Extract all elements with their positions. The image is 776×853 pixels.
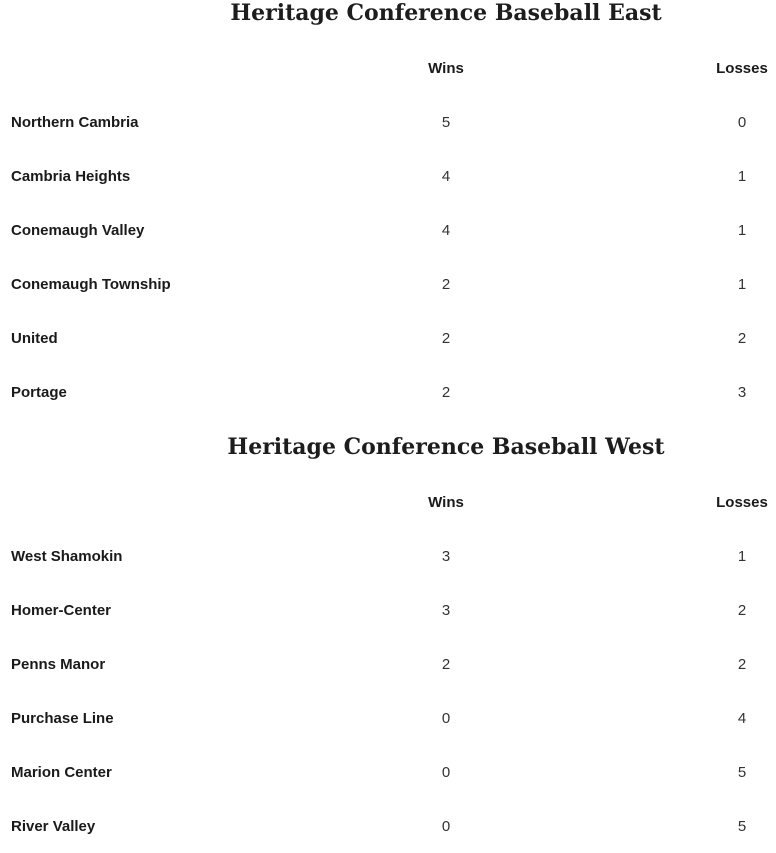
team-name-cell: Purchase Line xyxy=(11,709,114,727)
standings-table-west xyxy=(0,475,776,853)
team-name-cell: West Shamokin xyxy=(11,547,123,565)
table-row xyxy=(0,637,776,691)
losses-cell: 4 xyxy=(737,709,747,727)
table-row xyxy=(0,203,776,257)
table-row xyxy=(0,149,776,203)
wins-cell: 5 xyxy=(441,113,451,131)
wins-cell: 0 xyxy=(441,709,451,727)
losses-cell: 2 xyxy=(737,655,747,673)
losses-cell: 1 xyxy=(737,547,747,565)
table-row xyxy=(0,745,776,799)
standings-section-west xyxy=(0,434,776,853)
team-name-cell: Penns Manor xyxy=(11,655,106,673)
wins-cell: 3 xyxy=(441,547,451,565)
team-name-cell: Cambria Heights xyxy=(11,167,131,185)
wins-cell: 3 xyxy=(441,601,451,619)
wins-cell: 0 xyxy=(441,763,451,781)
team-name-cell: Conemaugh Valley xyxy=(11,221,145,239)
team-name-cell: Marion Center xyxy=(11,763,112,781)
standings-section-east xyxy=(0,0,776,419)
losses-column-header: Losses xyxy=(716,59,768,77)
team-name-cell: Conemaugh Township xyxy=(11,275,171,293)
wins-column-header: Wins xyxy=(428,59,464,77)
wins-cell: 4 xyxy=(441,221,451,239)
losses-cell: 1 xyxy=(737,167,747,185)
losses-cell: 2 xyxy=(737,601,747,619)
wins-cell: 2 xyxy=(441,275,451,293)
table-row xyxy=(0,799,776,853)
wins-cell: 0 xyxy=(441,817,451,835)
losses-cell: 1 xyxy=(737,275,747,293)
wins-column-header: Wins xyxy=(428,493,464,511)
losses-cell: 2 xyxy=(737,329,747,347)
losses-column-header: Losses xyxy=(716,493,768,511)
team-name-cell: Northern Cambria xyxy=(11,113,139,131)
section-title-east: Heritage Conference Baseball East xyxy=(230,0,662,26)
table-row xyxy=(0,365,776,419)
table-row xyxy=(0,257,776,311)
table-row xyxy=(0,691,776,745)
team-name-cell: Portage xyxy=(11,383,67,401)
table-header-row xyxy=(0,475,776,529)
losses-cell: 3 xyxy=(737,383,747,401)
wins-cell: 4 xyxy=(441,167,451,185)
team-name-cell: Homer-Center xyxy=(11,601,112,619)
table-row xyxy=(0,529,776,583)
table-header-row xyxy=(0,41,776,95)
wins-cell: 2 xyxy=(441,329,451,347)
table-row xyxy=(0,311,776,365)
losses-cell: 1 xyxy=(737,221,747,239)
losses-cell: 5 xyxy=(737,763,747,781)
losses-cell: 0 xyxy=(737,113,747,131)
standings-table-east xyxy=(0,41,776,419)
wins-cell: 2 xyxy=(441,655,451,673)
team-name-cell: River Valley xyxy=(11,817,96,835)
table-row xyxy=(0,583,776,637)
table-row xyxy=(0,95,776,149)
losses-cell: 5 xyxy=(737,817,747,835)
wins-cell: 2 xyxy=(441,383,451,401)
team-name-cell: United xyxy=(11,329,58,347)
section-title-west: Heritage Conference Baseball West xyxy=(227,434,665,460)
